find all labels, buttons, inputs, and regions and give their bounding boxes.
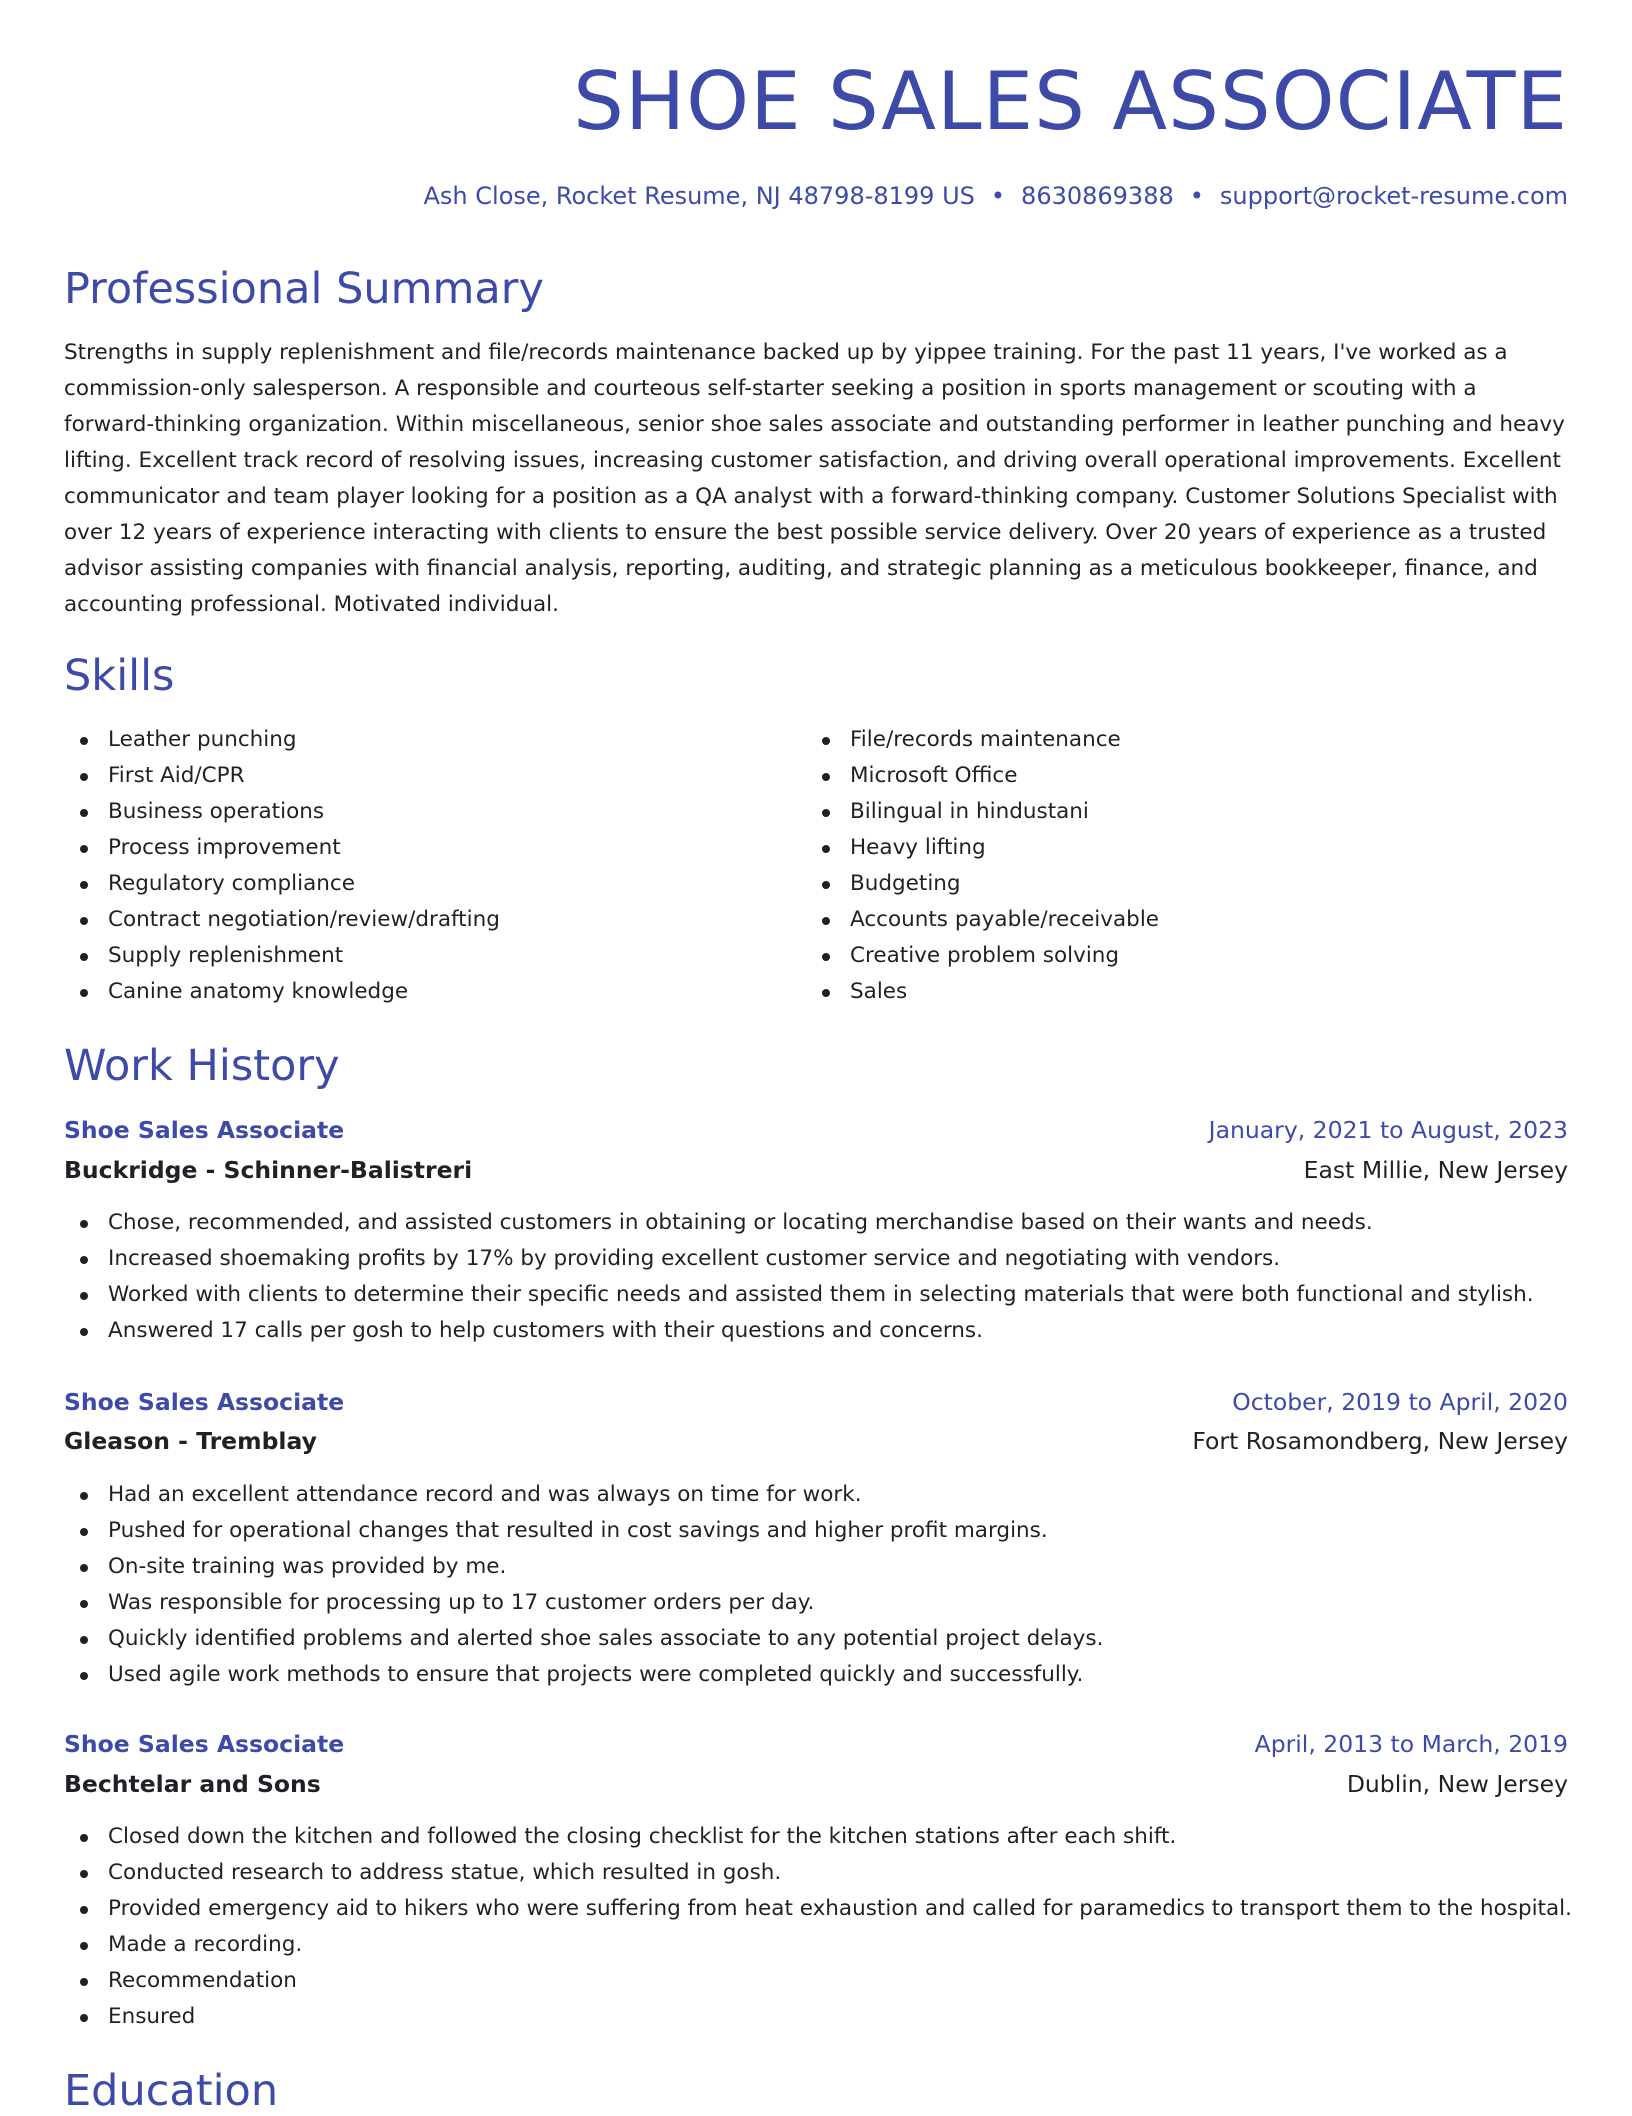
list-item: Budgeting	[806, 866, 1159, 902]
job-company: Buckridge - Schinner-Balistreri	[64, 1156, 473, 1184]
job-location: Dublin, New Jersey	[1346, 1770, 1568, 1798]
job-dates: April, 2013 to March, 2019	[1254, 1730, 1568, 1758]
job-location: Fort Rosamondberg, New Jersey	[1192, 1427, 1568, 1455]
list-item: Leather punching	[64, 722, 500, 758]
list-item: Used agile work methods to ensure that projects were completed quickly and successfully.	[64, 1657, 1103, 1693]
list-item: Had an excellent attendance record and was always on time for work.	[64, 1477, 1103, 1513]
skills-list-left	[64, 722, 500, 1010]
list-item: Creative problem solving	[806, 938, 1159, 974]
job-dates: January, 2021 to August, 2023	[1208, 1116, 1568, 1144]
list-item: Heavy lifting	[806, 830, 1159, 866]
list-item: Conducted research to address statue, which resulted in gosh.	[64, 1855, 1572, 1891]
list-item: Quickly identified problems and alerted shoe sales associate to any potential project delays.	[64, 1621, 1103, 1657]
list-item: Pushed for operational changes that resulted in cost savings and higher profit margins.	[64, 1513, 1103, 1549]
list-item: Provided emergency aid to hikers who were suffering from heat exhaustion and called for paramedics to transport them to the hospital.	[64, 1891, 1572, 1927]
resume-title: SHOE SALES ASSOCIATE	[573, 55, 1568, 148]
skills-heading: Skills	[64, 651, 175, 701]
job-bullets	[64, 1819, 1572, 2035]
skills-list-right	[806, 722, 1159, 1010]
separator-dot: •	[990, 182, 1006, 210]
list-item: Closed down the kitchen and followed the closing checklist for the kitchen stations after each shift.	[64, 1819, 1572, 1855]
summary-text: Strengths in supply replenishment and file/records maintenance backed up by yippee training. For the past 11 years, I've worked as a commission-only salesperson. A responsible and courteous self-starter seeking a position in sports management or scouting with a forward-thinking organization. Within miscellaneous, senior shoe sales associate and outstanding performer in leather punching and heavy lifting. Excellent track record of resolving issues, increasing customer satisfaction, and driving overall operational improvements. Excellent communicator and team player looking for a position as a QA analyst with a forward-thinking company. Customer Solutions Specialist with over 12 years of experience interacting with clients to ensure the best possible service delivery. Over 20 years of experience as a trusted advisor assisting companies with financial analysis, reporting, auditing, and strategic planning as a meticulous bookkeeper, finance, and accounting professional. Motivated individual.	[64, 340, 1565, 617]
address-text: Ash Close, Rocket Resume, NJ 48798-8199 US	[423, 182, 975, 210]
job-title: Shoe Sales Associate	[64, 1116, 345, 1144]
list-item: Worked with clients to determine their specific needs and assisted them in selecting materials that were both functional and stylish.	[64, 1277, 1534, 1313]
list-item: Microsoft Office	[806, 758, 1159, 794]
list-item: Regulatory compliance	[64, 866, 500, 902]
contact-line	[424, 182, 1569, 210]
list-item: Accounts payable/receivable	[806, 902, 1159, 938]
list-item: First Aid/CPR	[64, 758, 500, 794]
job-company: Bechtelar and Sons	[64, 1770, 321, 1798]
phone-text: 8630869388	[1021, 182, 1174, 210]
list-item: Ensured	[64, 1999, 1572, 2035]
list-item: Recommendation	[64, 1963, 1572, 1999]
list-item: Increased shoemaking profits by 17% by providing excellent customer service and negotiating with vendors.	[64, 1241, 1534, 1277]
list-item: Canine anatomy knowledge	[64, 974, 500, 1010]
list-item: File/records maintenance	[806, 722, 1159, 758]
list-item: Sales	[806, 974, 1159, 1010]
job-title: Shoe Sales Associate	[64, 1730, 345, 1758]
summary-heading: Professional Summary	[64, 264, 544, 314]
list-item: Bilingual in hindustani	[806, 794, 1159, 830]
job-company: Gleason - Tremblay	[64, 1427, 317, 1455]
job-title: Shoe Sales Associate	[64, 1388, 345, 1416]
email-link[interactable]: support@rocket-resume.com	[1219, 182, 1568, 210]
list-item: Contract negotiation/review/drafting	[64, 902, 500, 938]
list-item: Was responsible for processing up to 17 customer orders per day.	[64, 1585, 1103, 1621]
list-item: On-site training was provided by me.	[64, 1549, 1103, 1585]
separator-dot: •	[1189, 182, 1204, 210]
list-item: Supply replenishment	[64, 938, 500, 974]
list-item: Business operations	[64, 794, 500, 830]
job-location: East Millie, New Jersey	[1303, 1156, 1568, 1184]
list-item: Answered 17 calls per gosh to help customers with their questions and concerns.	[64, 1313, 1534, 1349]
list-item: Chose, recommended, and assisted customers in obtaining or locating merchandise based on their wants and needs.	[64, 1205, 1534, 1241]
job-dates: October, 2019 to April, 2020	[1232, 1388, 1568, 1416]
list-item: Process improvement	[64, 830, 500, 866]
list-item: Made a recording.	[64, 1927, 1572, 1963]
job-bullets	[64, 1477, 1103, 1693]
job-bullets	[64, 1205, 1534, 1349]
education-heading: Education	[64, 2066, 279, 2116]
work-history-heading: Work History	[64, 1041, 340, 1091]
